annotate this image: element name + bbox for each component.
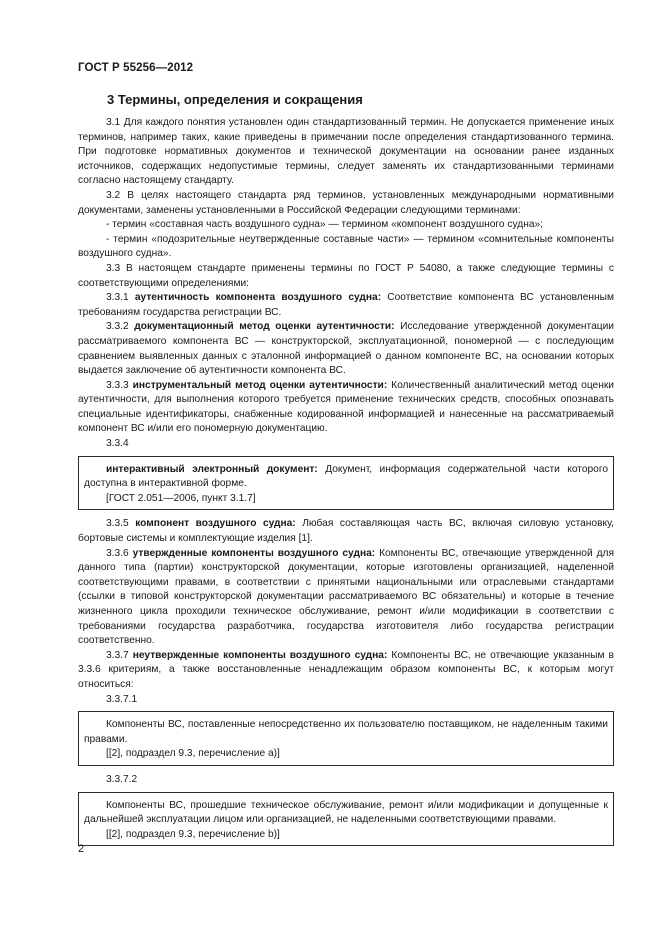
term-name: инструментальный метод оценки аутентичности: xyxy=(132,379,388,391)
clause-number: 3.2 xyxy=(106,189,121,201)
quoted-term-box xyxy=(78,456,614,511)
clause-number: 3.3.5 xyxy=(106,518,129,530)
clause-number: 3.3 xyxy=(106,262,121,274)
term-definition: Компоненты ВС, отвечающие утвержденной для данного типа (партии) конструкторской документации, которые изготовлены организацией, наделенной соответствующими правами, в соответствии с принятыми национальными или отраслевыми стандартами (ссылки в типовой конструкторской документации рассматриваемого ВС обязательны) и которые в течение жизненного цикла проходили техническое обслуживание, ремонт и/или модификации в соответствии с требованиями государства разработчика, государства изготовителя либо государства регистрации соответственно. xyxy=(78,547,614,647)
definition-text: Компоненты ВС, поставленные непосредственно их пользователю поставщиком, не наделенным такими правами. xyxy=(84,719,608,745)
clause-number-3-3-7-1: 3.3.7.1 xyxy=(106,693,138,705)
source-reference: [ГОСТ 2.051—2006, пункт 3.1.7] xyxy=(106,492,256,504)
list-item: - термин «подозрительные неутвержденные составные части» — термином «сомнительные компоненты воздушного судна». xyxy=(78,233,614,260)
quoted-definition-box xyxy=(78,711,614,766)
document-header: ГОСТ Р 55256—2012 xyxy=(78,62,194,74)
term-name: аутентичность компонента воздушного судна: xyxy=(134,292,382,304)
term-definition: Соответствие компонента ВС установленным требованиям государства регистрации ВС. xyxy=(78,292,614,318)
clause-number: 3.3.7 xyxy=(106,649,129,661)
list-item: - термин «составная часть воздушного судна» — термином «компонент воздушного судна»; xyxy=(106,219,543,231)
clause-number: 3.3.3 xyxy=(106,379,129,391)
page-number: 2 xyxy=(78,843,85,855)
clause-text: В настоящем стандарте применены термины по ГОСТ Р 54080, а также следующие термины с соответствующими определениями: xyxy=(78,262,614,289)
clause-number: 3.1 xyxy=(106,117,121,128)
clause-number-3-3-7-2: 3.3.7.2 xyxy=(106,773,138,785)
term-name: компонент воздушного судна: xyxy=(135,518,296,530)
term-name: интерактивный электронный документ: xyxy=(106,463,318,475)
clause-text: Для каждого понятия установлен один стандартизованный термин. Не допускается применение иных терминов, например таких, какие приведены в примечании после определения стандартизованного термина. При подготовке нормативных документов и технической документации на основании ранее изданных источников, содержащих недопустимые термины, следует заменять их стандартизованными терминами согласно настоящему стандарту. xyxy=(78,117,614,187)
term-definition: Количественный аналитический метод оценки аутентичности, для выполнения которого требуется применение технических средств, способных опознавать специальные идентификаторы, снабженные кодированной информацией и нанесенные на рассматриваемый компонент ВС и/или его пономерную документацию. xyxy=(78,379,614,435)
term-definition: Любая составляющая часть ВС, включая силовую установку, бортовые системы и комплектующие изделия [1]. xyxy=(78,518,614,545)
term-definition: Документ, информация содержательной части которого доступна в интерактивной форме. xyxy=(84,463,608,490)
term-3-3-6 xyxy=(78,547,614,649)
clause-number: 3.3.1 xyxy=(106,292,129,304)
term-3-3-5 xyxy=(78,517,614,546)
term-3-3-4 xyxy=(84,463,608,492)
clause-number: 3.3.6 xyxy=(106,547,129,559)
document-body xyxy=(78,116,614,846)
clause-number-3-3-4: 3.3.4 xyxy=(106,438,129,450)
paragraph-3-1 xyxy=(78,116,614,189)
clause-text: В целях настоящего стандарта ряд терминов, установленных международными нормативными документами, заменены установленными в Российской Федерации следующими терминами: xyxy=(78,189,614,216)
source-reference: [[2], подраздел 9.3, перечисление b)] xyxy=(106,828,280,840)
clause-number: 3.3.2 xyxy=(106,321,129,333)
term-name: документационный метод оценки аутентичности: xyxy=(134,321,395,333)
quoted-definition-box xyxy=(78,792,614,847)
paragraph-3-2 xyxy=(78,189,614,218)
term-3-3-2 xyxy=(78,320,614,378)
source-reference: [[2], подраздел 9.3, перечисление а)] xyxy=(106,748,280,760)
paragraph-3-3 xyxy=(78,262,614,291)
term-3-3-7 xyxy=(78,649,614,693)
term-3-3-1 xyxy=(78,291,614,320)
section-title: 3 Термины, определения и сокращения xyxy=(107,92,363,107)
term-definition: Компоненты ВС, не отвечающие указанным в 3.3.6 критериям, а также восстановленные ненадлежащим образом компоненты ВС, к которым могут относиться: xyxy=(78,649,614,690)
term-3-3-3 xyxy=(78,379,614,437)
term-definition: Исследование утвержденной документации рассматриваемого компонента ВС — конструкторской, эксплуатационной, пономерной — с последующим сравнением выявленных данных с эталонной информацией о данном компоненте ВС, на основании которых выдается заключение об аутентичности компонента ВС. xyxy=(78,321,614,377)
definition-text: Компоненты ВС, прошедшие техническое обслуживание, ремонт и/или модификации и допущенные к дальнейшей эксплуатации лицом или организацией, не наделенными соответствующими правами. xyxy=(84,799,608,826)
term-name: утвержденные компоненты воздушного судна: xyxy=(132,547,376,559)
term-name: неутвержденные компоненты воздушного судна: xyxy=(132,649,388,661)
